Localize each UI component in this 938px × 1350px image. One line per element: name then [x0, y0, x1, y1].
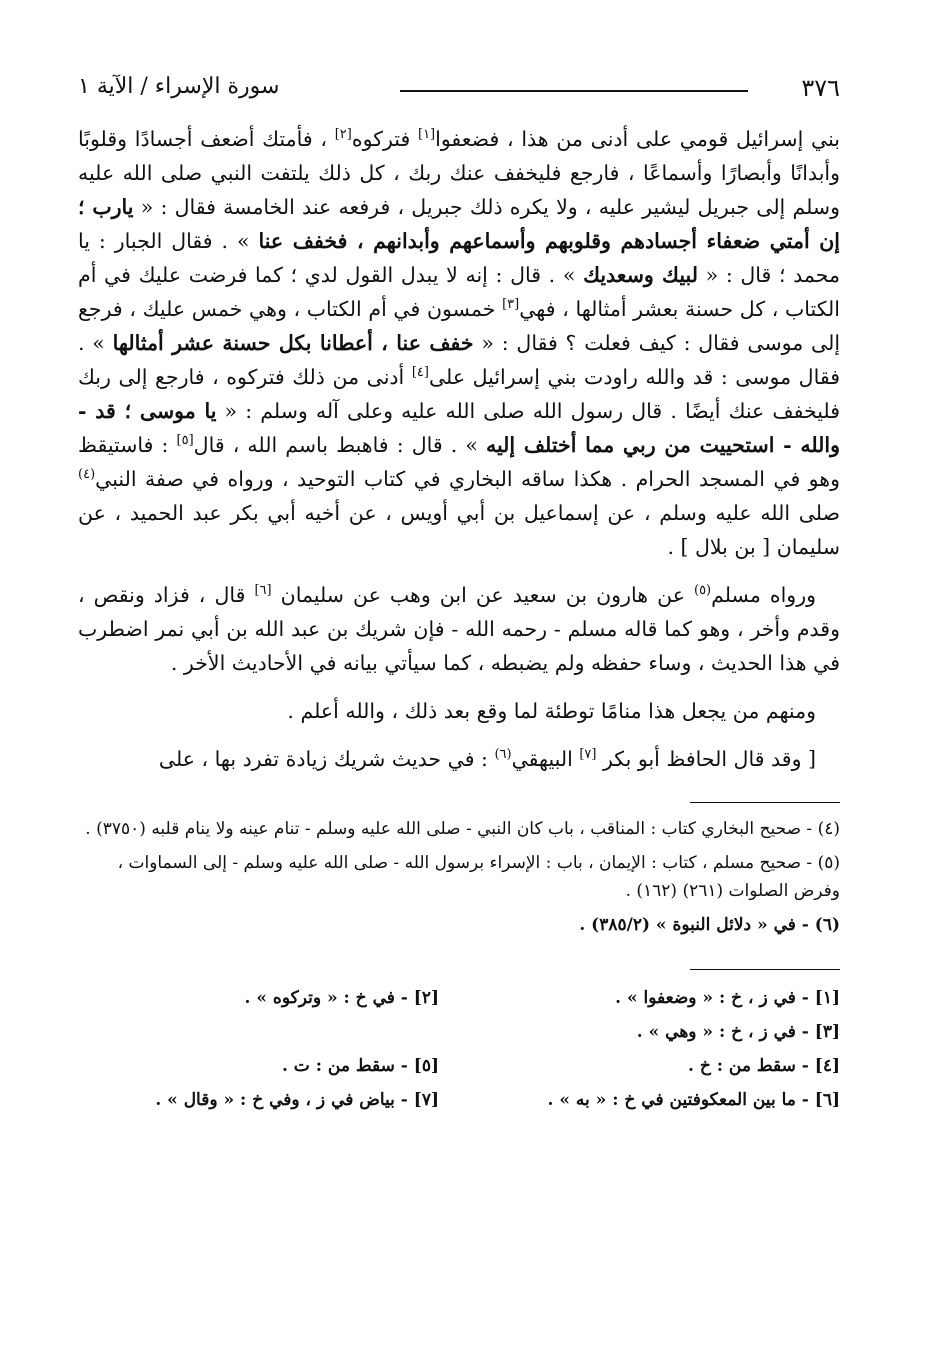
variant-note-5: [٥] - سقط من : ت .: [281, 1056, 439, 1076]
paragraph-3: ومنهم من يجعل هذا منامًا توطئة لما وقع بعد ذلك ، والله أعلم .: [287, 699, 816, 723]
variant-note-4: [٤] - سقط من : خ .: [688, 1056, 840, 1076]
variant-note-7: [٧] - بياض في ز ، وفي خ : « وقال » .: [155, 1090, 439, 1110]
footnote-5: (٥) - صحيح مسلم ، كتاب : الإيمان ، باب : الإسراء برسول الله - صلى الله عليه وسلم - إلى السماوات ، وفرض الصلوات (٢٦١) (١٦٢) .: [117, 853, 840, 901]
variant-note-6: [٦] - ما بين المعكوفتين في خ : « به » .: [547, 1090, 840, 1110]
text-run: بني إسرائيل قومي على أدنى من هذا ، فضعفوا: [435, 127, 840, 151]
text-run: عن هارون بن سعيد عن ابن وهب عن سليمان: [271, 583, 694, 607]
page-header: [78, 60, 840, 104]
text-run: ، فأمتك أضعف أجسادًا وقلوبًا وأبدانًا وأبصارًا وأسماعًا ، فارجع فليخفف عنك ربك ، كل ذلك يلتفت النبي صلى الله عليه وسلم إلى جبريل ليشير عليه ، ولا يكره ذلك جبريل ، فرفعه عند الخامسة فقال : «: [78, 127, 840, 219]
note-marker: [٦]: [254, 583, 272, 599]
text-run: قال ، فزاد ونقص ، وقدم وأخر ، وهو كما قاله مسلم - رحمه الله - فإن شريك بن عبد الله بن أبي نمر اضطرب في هذا الحديث ، وساء حفظه ولم يضبطه ، كما سيأتي بيانه في الأحاديث الأخر .: [78, 583, 840, 675]
note-marker: (٦): [494, 747, 512, 763]
text-run: : في حديث شريك زيادة تفرد بها ، على: [158, 747, 495, 771]
paragraph-4: [78, 742, 840, 776]
page-number: ٣٧٦: [801, 74, 840, 102]
note-marker: [٣]: [502, 297, 520, 313]
paragraph-2: [78, 578, 840, 680]
note-marker: [١]: [417, 127, 436, 143]
note-marker: [٤]: [411, 365, 429, 381]
quoted-text: خفف عنا ، أعطانا بكل حسنة عشر أمثالها: [112, 331, 474, 355]
text-run: » . فقال الجبار : يا محمد ؛ قال : «: [78, 229, 840, 287]
variants-rule: [690, 969, 840, 970]
text-run: صلى الله عليه وسلم ، عن إسماعيل بن أبي أويس ، عن أخيه أبي بكر عبد الحميد ، عن سليمان [ بن بلال ] .: [78, 501, 840, 559]
text-run: [ وقد قال الحافظ أبو بكر: [596, 747, 816, 771]
note-marker: [٢]: [334, 127, 352, 143]
quoted-text: يارب ؛ إن أمتي ضعفاء أجسادهم وقلوبهم وأسماعهم وأبدانهم ، فخفف عنا: [78, 195, 840, 253]
variant-notes: [78, 984, 840, 1114]
quoted-text: لبيك وسعديك: [583, 263, 698, 287]
text-run: » . قال : فاهبط باسم الله ، قال: [193, 433, 486, 457]
text-run: : فاستيقظ وهو في المسجد الحرام . هكذا ساقه البخاري في كتاب التوحيد ، ورواه في صفة النبي: [78, 433, 840, 491]
text-run: البيهقي: [511, 747, 580, 771]
variant-note-empty: [78, 1018, 439, 1046]
header-rule: [400, 90, 748, 92]
variant-note-1: [١] - في ز ، خ : « وضعفوا » .: [615, 988, 840, 1008]
variant-note-3: [٣] - في ز ، خ : « وهي » .: [636, 1022, 840, 1042]
note-marker: [٧]: [579, 747, 597, 763]
note-marker: (٤): [78, 467, 96, 483]
text-run: فتركوه: [351, 127, 418, 151]
note-marker: (٥): [693, 583, 712, 599]
body-text: [78, 122, 840, 776]
note-marker: [٥]: [176, 433, 194, 449]
footnote-rule: [690, 802, 840, 803]
quoted-text: يا موسى ؛ قد - والله - استحييت من ربي مما أختلف إليه: [78, 399, 840, 457]
page: [78, 60, 840, 1114]
text-run: ورواه مسلم: [711, 583, 817, 607]
text-run: » . قال : إنه لا يبدل القول لدي ؛ كما فرضت عليك في أم الكتاب ، كل حسنة بعشر أمثالها ، فهي: [78, 263, 840, 321]
footnote-4: (٤) - صحيح البخاري كتاب : المناقب ، باب كان النبي - صلى الله عليه وسلم - تنام عينه ولا ينام قلبه (٣٧٥٠) .: [85, 819, 840, 839]
sura-title: سورة الإسراء / الآية ١: [78, 74, 280, 99]
paragraph-1: [78, 122, 840, 564]
text-run: » . فقال موسى : قد والله راودت بني إسرائيل على: [78, 331, 840, 389]
text-run: خمسون في أم الكتاب ، وهي خمس عليك ، فرجع إلى موسى فقال : كيف فعلت ؟ فقال : «: [78, 297, 841, 355]
footnote-6: (٦) - في « دلائل النبوة » (٣٨٥/٢) .: [579, 915, 840, 935]
text-run: أدنى من ذلك فتركوه ، فارجع إلى ربك فليخفف عنك أيضًا . قال رسول الله صلى الله عليه وعلى آله وسلم : «: [78, 365, 840, 423]
variant-note-2: [٢] - في خ : « وتركوه » .: [244, 988, 439, 1008]
footnotes: [78, 815, 840, 939]
